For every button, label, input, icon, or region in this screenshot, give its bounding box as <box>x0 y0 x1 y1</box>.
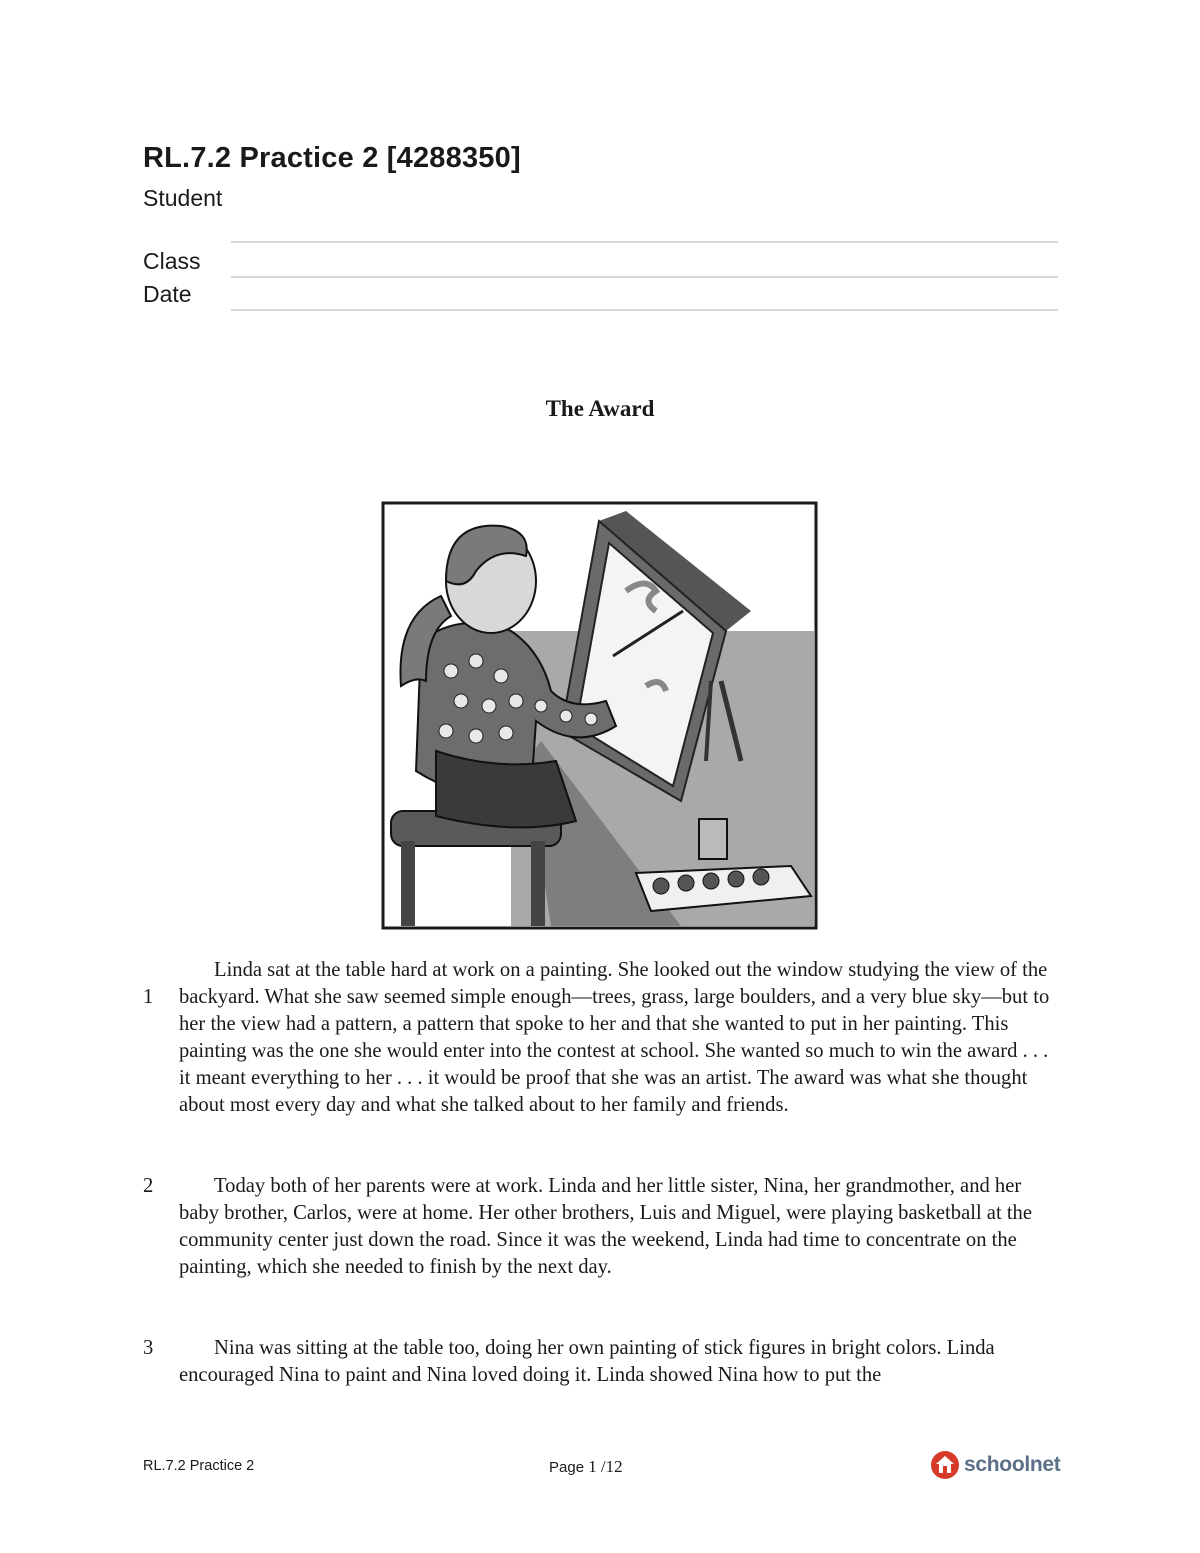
date-field-line <box>231 309 1058 311</box>
girl-painting-illustration <box>381 501 818 930</box>
page-prefix: Page <box>549 1459 585 1476</box>
story-title: The Award <box>545 396 655 421</box>
paragraph-3 <box>143 1335 1063 1389</box>
footer-doc-title: RL.7.2 Practice 2 <box>143 1458 255 1474</box>
paragraph-text: Linda sat at the table hard at work on a painting. She looked out the window studying the view of the backyard. What she saw seemed simple enough—trees, grass, large boulders, and a very blue sky—but to her the view had a pattern, a pattern that spoke to her and that she wanted to put in her painting. This painting was the one she would enter into the contest at school. She wanted so much to win the award . . . it meant everything to her . . . it would be proof that she was an artist. The award was what she thought about most every day and what she talked about to her family and friends. <box>179 959 1050 1116</box>
paragraph-text: Today both of her parents were at work. Linda and her little sister, Nina, her grandmother, and her baby brother, Carlos, were at home. Her other brothers, Luis and Miguel, were playing basketball at the community center just down the road. Since it was the weekend, Linda had time to concentrate on the painting, which she needed to finish by the next day. <box>179 1175 1032 1278</box>
schoolnet-logo <box>930 1449 1060 1481</box>
class-label: Class <box>143 248 201 274</box>
paragraph-1 <box>143 957 1063 1119</box>
paragraph-2 <box>143 1173 1063 1281</box>
paragraph-text: Nina was sitting at the table too, doing her own painting of stick figures in bright colors. Linda encouraged Nina to paint and Nina loved doing it. Linda showed Nina how to put the <box>179 1337 995 1386</box>
page-indicator <box>549 1457 623 1477</box>
student-field-line <box>231 241 1058 243</box>
page-total: 12 <box>605 1457 623 1476</box>
student-label: Student <box>143 185 223 211</box>
brand-name: schoolnet <box>964 1453 1061 1476</box>
page-separator: / <box>600 1457 606 1476</box>
page-current: 1 <box>588 1457 597 1476</box>
date-label: Date <box>143 281 192 307</box>
paragraph-number: 3 <box>143 1337 154 1359</box>
paragraph-number: 2 <box>143 1175 154 1197</box>
page-title: RL.7.2 Practice 2 [4288350] <box>143 142 521 174</box>
house-icon <box>930 1450 960 1480</box>
paragraph-number: 1 <box>143 986 154 1008</box>
class-field-line <box>231 276 1058 278</box>
